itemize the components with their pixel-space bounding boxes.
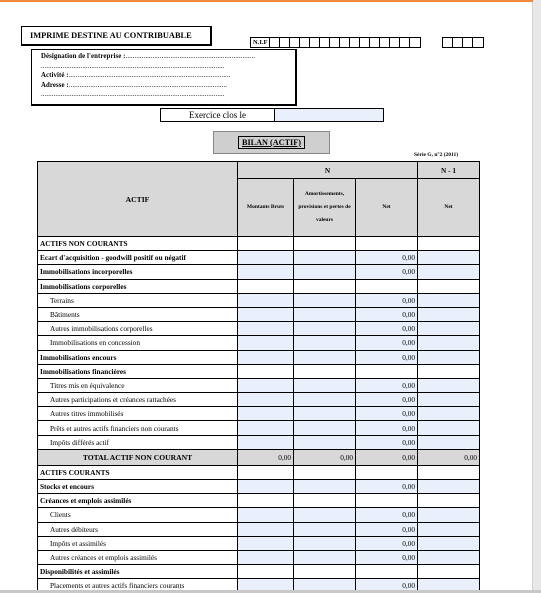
col-header-n1: N - 1 <box>418 162 480 179</box>
row-label: ACTIFS COURANTS <box>38 465 238 479</box>
table-row <box>38 293 480 307</box>
table-row <box>38 536 480 550</box>
col-header-actif: ACTIF <box>38 162 238 237</box>
nif-field[interactable] <box>250 37 421 48</box>
row-label: Impôts et assimilés <box>38 536 238 550</box>
row-label: Autres débiteurs <box>38 522 238 536</box>
cell-net[interactable]: 0,00 <box>356 407 418 421</box>
table-row <box>38 322 480 336</box>
cell-brut[interactable] <box>238 293 294 307</box>
row-label: Autres immobilisations corporelles <box>38 322 238 336</box>
cell-n1[interactable] <box>418 407 480 421</box>
viewer-gutter <box>533 0 541 593</box>
table-row <box>38 508 480 522</box>
row-label: Ecart d'acquisition - goodwill positif ou négatif <box>38 251 238 265</box>
total-cell-net: 0,00 <box>356 449 418 465</box>
row-label: Impôts différés actif <box>38 435 238 449</box>
cell-net <box>356 364 418 378</box>
designation-cont-line[interactable]: ...................................................................................................... <box>41 62 225 70</box>
table-row <box>38 378 480 392</box>
total-cell-brut: 0,00 <box>238 449 294 465</box>
cell-n1 <box>418 364 480 378</box>
cell-amort[interactable] <box>294 407 356 421</box>
row-label: Autres titres immobilisés <box>38 407 238 421</box>
cell-n1[interactable] <box>418 508 480 522</box>
cell-amort <box>294 565 356 579</box>
row-label: Clients <box>38 508 238 522</box>
row-label: Disponibilités et assimilés <box>38 565 238 579</box>
table-row <box>38 407 480 421</box>
page-top-edge <box>0 0 533 2</box>
table-row <box>38 421 480 435</box>
cell-amort[interactable] <box>294 350 356 364</box>
table-row <box>38 336 480 350</box>
table-row <box>38 307 480 321</box>
cell-n1[interactable] <box>418 480 480 494</box>
cell-brut[interactable] <box>238 350 294 364</box>
cell-n1[interactable] <box>418 378 480 392</box>
cell-brut[interactable] <box>238 522 294 536</box>
cell-amort[interactable] <box>294 550 356 564</box>
designation-line[interactable]: Désignation de l'entreprise :........................................................................ <box>41 53 256 60</box>
row-label: Immobilisations en concession <box>38 336 238 350</box>
cell-net <box>356 494 418 508</box>
table-row <box>38 393 480 407</box>
cell-n1[interactable] <box>418 350 480 364</box>
table-row <box>38 522 480 536</box>
exercice-label: Exercice clos le <box>160 108 274 122</box>
cell-net[interactable]: 0,00 <box>356 378 418 392</box>
nif-label: N.I.F <box>250 37 269 48</box>
cell-n1[interactable] <box>418 550 480 564</box>
table-row <box>38 494 480 508</box>
exercice-date-field[interactable] <box>274 108 384 122</box>
cell-net[interactable]: 0,00 <box>356 508 418 522</box>
activite-line[interactable]: Activité :.......................................................................................... <box>41 72 231 79</box>
cell-net <box>356 465 418 479</box>
cell-n1[interactable] <box>418 435 480 449</box>
cell-n1[interactable] <box>418 322 480 336</box>
cell-net[interactable]: 0,00 <box>356 522 418 536</box>
cell-n1[interactable] <box>418 251 480 265</box>
cell-n1[interactable] <box>418 293 480 307</box>
table-row <box>38 350 480 364</box>
serie-reference: Série G, n°2 (2011) <box>414 152 459 158</box>
cell-brut[interactable] <box>238 336 294 350</box>
row-label: Autres créances et emplois assimilés <box>38 550 238 564</box>
cell-amort[interactable] <box>294 378 356 392</box>
cell-brut[interactable] <box>238 251 294 265</box>
table-row <box>38 364 480 378</box>
adresse-line[interactable]: Adresse :........................................................................................ <box>41 81 228 89</box>
cell-brut[interactable] <box>238 480 294 494</box>
cell-n1[interactable] <box>418 336 480 350</box>
cell-amort[interactable] <box>294 307 356 321</box>
table-row <box>38 550 480 564</box>
cell-n1[interactable] <box>418 393 480 407</box>
table-row <box>38 251 480 265</box>
row-label: Prêts et autres actifs financiers non courants <box>38 421 238 435</box>
cell-brut <box>238 465 294 479</box>
table-row <box>38 265 480 279</box>
cell-brut <box>238 494 294 508</box>
cell-net[interactable]: 0,00 <box>356 579 418 593</box>
table-row <box>38 435 480 449</box>
cell-amort[interactable] <box>294 265 356 279</box>
total-row <box>38 449 480 465</box>
col-header-net: Net <box>356 179 418 237</box>
cell-brut[interactable] <box>238 322 294 336</box>
table-row <box>38 480 480 494</box>
cell-n1 <box>418 494 480 508</box>
contrib-title-box <box>21 26 212 46</box>
cell-brut[interactable] <box>238 435 294 449</box>
cell-amort[interactable] <box>294 421 356 435</box>
cell-n1[interactable] <box>418 421 480 435</box>
cell-net[interactable]: 0,00 <box>356 251 418 265</box>
row-label: Immobilisations corporelles <box>38 279 238 293</box>
cell-brut[interactable] <box>238 421 294 435</box>
cell-n1 <box>418 237 480 251</box>
table-row <box>38 565 480 579</box>
cell-brut <box>238 565 294 579</box>
cell-net <box>356 237 418 251</box>
cell-net[interactable]: 0,00 <box>356 307 418 321</box>
cell-amort[interactable] <box>294 480 356 494</box>
page-title: BILAN (ACTIF) <box>238 136 305 149</box>
contrib-title: IMPRIME DESTINE AU CONTRIBUABLE <box>30 31 192 40</box>
cell-amort[interactable] <box>294 293 356 307</box>
cell-net <box>356 565 418 579</box>
table-row <box>38 237 480 251</box>
row-label: Immobilisations incorporelles <box>38 265 238 279</box>
col-header-n: N <box>238 162 418 179</box>
col-header-amortissements: Amortissements, provisions et pertes de valeurs <box>294 179 356 237</box>
col-header-net-n1: Net <box>418 179 480 237</box>
cell-n1 <box>418 279 480 293</box>
cell-net[interactable]: 0,00 <box>356 421 418 435</box>
cell-amort[interactable] <box>294 251 356 265</box>
row-label: Placements et autres actifs financiers courants <box>38 579 238 593</box>
table-row <box>38 465 480 479</box>
cell-net[interactable]: 0,00 <box>356 536 418 550</box>
row-label: Créances et emplois assimilés <box>38 494 238 508</box>
row-label: Titres mis en équivalence <box>38 378 238 392</box>
cell-brut[interactable] <box>238 307 294 321</box>
adresse-cont-line[interactable]: ...................................................................................................... <box>41 91 225 98</box>
cell-amort[interactable] <box>294 435 356 449</box>
col-header-montants-bruts: Montants Bruts <box>238 179 294 237</box>
cell-amort[interactable] <box>294 522 356 536</box>
cell-brut <box>238 364 294 378</box>
cell-amort <box>294 237 356 251</box>
cell-amort[interactable] <box>294 508 356 522</box>
row-label: Stocks et encours <box>38 480 238 494</box>
cell-net[interactable]: 0,00 <box>356 293 418 307</box>
cell-net[interactable]: 0,00 <box>356 550 418 564</box>
cell-brut[interactable] <box>238 536 294 550</box>
cell-brut[interactable] <box>238 265 294 279</box>
cell-net[interactable]: 0,00 <box>356 393 418 407</box>
total-cell-n1: 0,00 <box>418 449 480 465</box>
adresse-label: Adresse : <box>41 81 69 89</box>
row-label: Immobilisations encours <box>38 350 238 364</box>
row-label: Immobilisations financières <box>38 364 238 378</box>
cell-amort <box>294 279 356 293</box>
cell-n1[interactable] <box>418 307 480 321</box>
cell-net[interactable]: 0,00 <box>356 265 418 279</box>
cell-amort <box>294 494 356 508</box>
cell-n1[interactable] <box>418 522 480 536</box>
cell-brut <box>238 279 294 293</box>
bilan-title-box <box>213 131 330 154</box>
cell-net[interactable]: 0,00 <box>356 336 418 350</box>
nif-cells-extra[interactable] <box>442 37 484 48</box>
cell-amort[interactable] <box>294 393 356 407</box>
row-label: ACTIFS NON COURANTS <box>38 237 238 251</box>
cell-n1[interactable] <box>418 536 480 550</box>
cell-amort <box>294 465 356 479</box>
cell-brut[interactable] <box>238 407 294 421</box>
cell-net[interactable]: 0,00 <box>356 322 418 336</box>
row-label: Autres participations et créances rattachées <box>38 393 238 407</box>
cell-n1 <box>418 565 480 579</box>
cell-brut[interactable] <box>238 508 294 522</box>
designation-label: Désignation de l'entreprise : <box>41 53 126 60</box>
cell-amort <box>294 364 356 378</box>
cell-net <box>356 279 418 293</box>
cell-amort[interactable] <box>294 536 356 550</box>
nif-cells[interactable] <box>269 37 421 48</box>
cell-n1 <box>418 465 480 479</box>
cell-net[interactable]: 0,00 <box>356 435 418 449</box>
cell-net[interactable]: 0,00 <box>356 480 418 494</box>
bilan-actif-table <box>37 161 480 593</box>
entreprise-box <box>31 49 297 106</box>
cell-brut[interactable] <box>238 393 294 407</box>
cell-amort[interactable] <box>294 336 356 350</box>
cell-brut[interactable] <box>238 550 294 564</box>
row-label: Bâtiments <box>38 307 238 321</box>
cell-amort[interactable] <box>294 322 356 336</box>
cell-brut[interactable] <box>238 378 294 392</box>
activite-label: Activité : <box>41 72 69 79</box>
cell-brut <box>238 237 294 251</box>
total-label: TOTAL ACTIF NON COURANT <box>38 449 238 465</box>
cell-net[interactable]: 0,00 <box>356 350 418 364</box>
total-cell-amort: 0,00 <box>294 449 356 465</box>
cell-n1[interactable] <box>418 265 480 279</box>
row-label: Terrains <box>38 293 238 307</box>
table-row <box>38 279 480 293</box>
